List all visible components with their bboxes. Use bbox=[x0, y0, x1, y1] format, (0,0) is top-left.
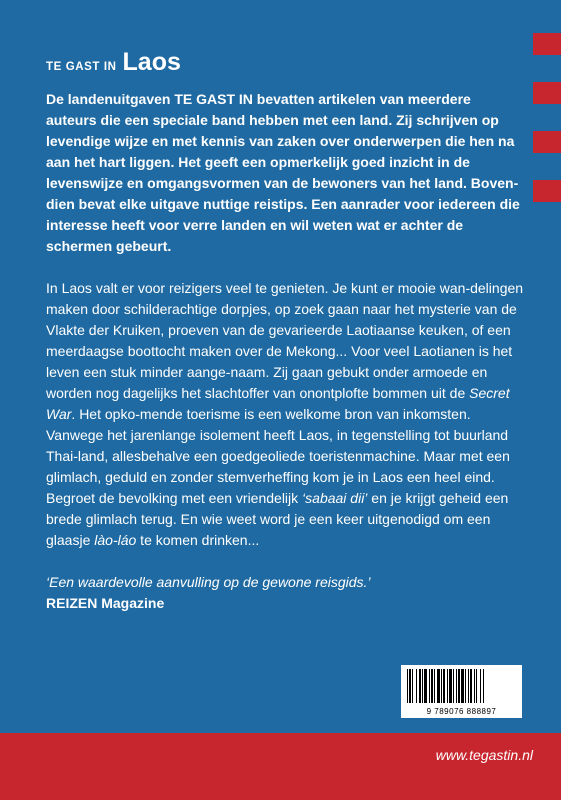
edge-marker bbox=[533, 180, 561, 202]
body-text-2: . Het opko-mende toerisme is een welkome bron van inkomsten. Vanwege het jarenlange isolement heeft Laos, in tegenstelling tot buurland Thai-land, allesbehalve een goedgeoliede toeristenmachine. Maar met een glimlach, geduld en zonder stemverheffing kom je in Laos een heel eind. Begroet de bevolking met een vriendelijk bbox=[46, 406, 510, 506]
review-source: REIZEN Magazine bbox=[46, 595, 165, 611]
body-text-4: te komen drinken... bbox=[136, 532, 260, 548]
website-link[interactable]: www.tegastin.nl bbox=[435, 747, 533, 763]
country-name: Laos bbox=[122, 48, 181, 76]
edge-marker bbox=[533, 82, 561, 104]
footer-band bbox=[0, 733, 561, 800]
intro-paragraph: De landenuitgaven TE GAST IN bevatten artikelen van meerdere auteurs die een speciale band hebben met een land. Zij schrijven op levendige wijze en met kennis van zaken over onderwerpen die hen na aan het hart liggen. Het geeft een opmerkelijk goed inzicht in de levenswijze en omgangsvormen van de bewoners van het land. Boven-dien bevat elke uitgave nuttige reistips. Een aanrader voor iedereen die interesse heeft voor verre landen en wil weten wat er achter de schermen gebeurt. bbox=[46, 91, 520, 254]
barcode-stripe bbox=[484, 669, 485, 703]
body-secret-war: Secret War bbox=[46, 385, 510, 422]
body-greeting: ‘sabaai dii’ bbox=[302, 490, 368, 506]
isbn-number: 9 789076 888897 bbox=[426, 707, 497, 716]
series-name: TE GAST IN bbox=[46, 61, 117, 73]
cover-title bbox=[46, 50, 181, 75]
body-drink: lào-láo bbox=[94, 532, 137, 548]
body-text-3: en je krijgt geheid een brede glimlach terug. En wie weet word je een keer uitgenodigd om een glaasje bbox=[46, 490, 509, 548]
edge-marker bbox=[533, 33, 561, 55]
review-quote: ‘Een waardevolle aanvulling op de gewone reisgids.’ bbox=[46, 574, 371, 590]
barcode-bars bbox=[407, 669, 516, 703]
body-text-1: In Laos valt er voor reizigers veel te genieten. Je kunt er mooie wan-delingen maken door schilderachtige dorpjes, op zoek gaan naar het mysterie van de Vlakte der Kruiken, proeven van de gevarieerde Laotiaanse keuken, of een meerdaagse boottocht maken over de Mekong... Voor veel Laotianen is het leven een stuk minder aange-naam. Zij gaan gebukt onder armoede en worden nog dagelijks het slachtoffer van onontplofte bommen uit de bbox=[46, 280, 524, 401]
body-paragraph bbox=[46, 278, 524, 551]
edge-markers bbox=[533, 33, 561, 229]
blurb bbox=[46, 89, 524, 614]
isbn-barcode bbox=[401, 665, 522, 718]
edge-marker bbox=[533, 131, 561, 153]
